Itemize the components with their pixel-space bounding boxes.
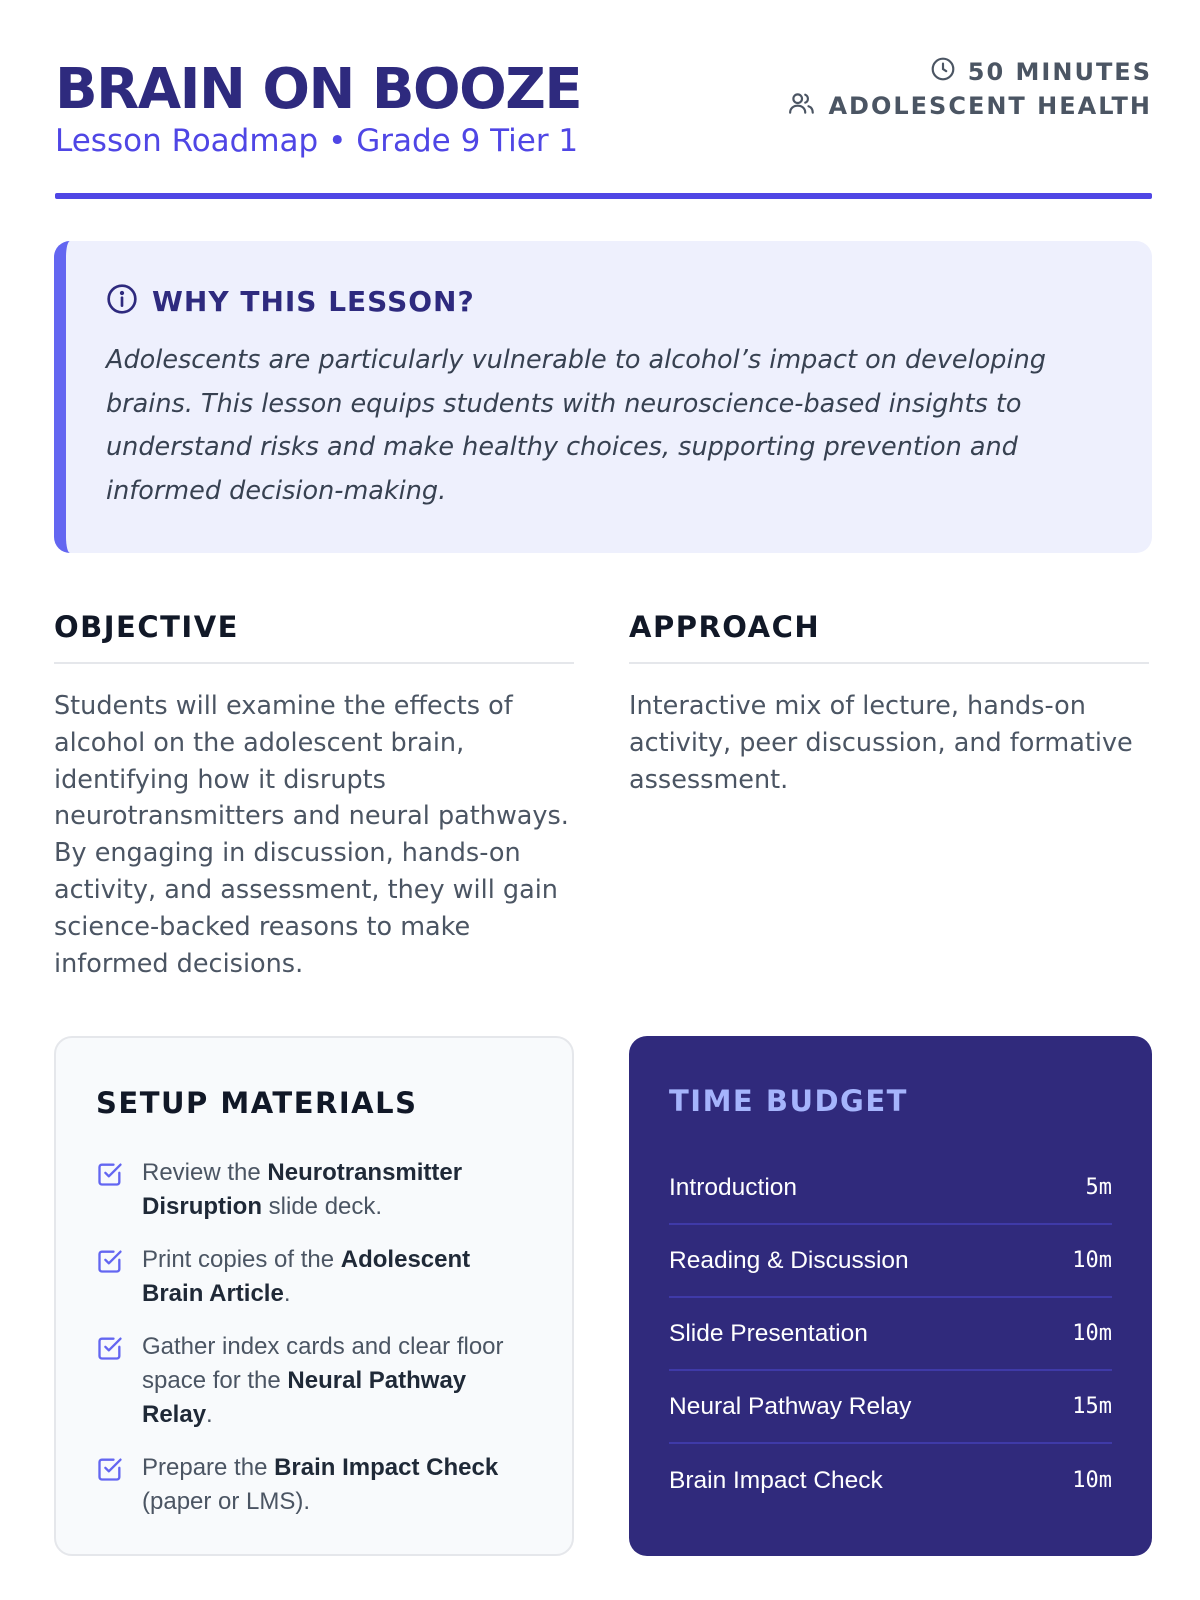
setup-materials-card bbox=[54, 1036, 574, 1556]
budget-row bbox=[669, 1444, 1112, 1517]
material-text: Print copies of the Adolescent Brain Article. bbox=[142, 1246, 471, 1307]
list-item bbox=[96, 1451, 536, 1519]
budget-duration: 10m bbox=[1072, 1248, 1112, 1273]
time-budget-title: TIME BUDGET bbox=[669, 1084, 908, 1118]
checkbox-icon bbox=[96, 1243, 142, 1285]
budget-activity: Slide Presentation bbox=[669, 1319, 868, 1347]
time-budget-card bbox=[629, 1036, 1152, 1556]
list-item bbox=[96, 1156, 536, 1224]
time-budget-list bbox=[669, 1152, 1112, 1517]
budget-row bbox=[669, 1298, 1112, 1371]
clock-icon bbox=[930, 56, 968, 88]
list-item bbox=[96, 1330, 536, 1432]
page-title: BRAIN ON BOOZE bbox=[55, 57, 582, 122]
duration-meta bbox=[788, 55, 1152, 89]
budget-duration: 5m bbox=[1085, 1175, 1112, 1200]
budget-activity: Introduction bbox=[669, 1173, 798, 1201]
approach-text: Interactive mix of lecture, hands-on activity, peer discussion, and formative assessment. bbox=[629, 691, 1133, 795]
lesson-meta bbox=[788, 55, 1152, 123]
material-text: Gather index cards and clear floor space for the Neural Pathway Relay. bbox=[142, 1333, 504, 1428]
users-icon bbox=[788, 90, 828, 122]
budget-row bbox=[669, 1371, 1112, 1444]
why-this-lesson-callout bbox=[54, 241, 1152, 553]
budget-duration: 10m bbox=[1072, 1321, 1112, 1346]
callout-body: Adolescents are particularly vulnerable to alcohol’s impact on developing brains. This lesson equips students with neuroscience-based insights to understand risks and make healthy choices, supporting prevention and informed decision-making. bbox=[106, 345, 1046, 506]
header bbox=[55, 55, 1152, 203]
materials-list bbox=[96, 1156, 536, 1538]
header-divider bbox=[55, 193, 1152, 199]
callout-title: WHY THIS LESSON? bbox=[152, 285, 475, 318]
objective-text: Students will examine the effects of alcohol on the adolescent brain, identifying how it disrupts neurotransmitters and neural pathways. By engaging in discussion, hands-on activity, and assessment, they will gain science-backed reasons to make informed decisions. bbox=[54, 691, 569, 979]
budget-duration: 10m bbox=[1072, 1468, 1112, 1493]
page-subtitle: Lesson Roadmap • Grade 9 Tier 1 bbox=[55, 123, 579, 159]
budget-row bbox=[669, 1225, 1112, 1298]
budget-duration: 15m bbox=[1072, 1394, 1112, 1419]
subject-label: ADOLESCENT HEALTH bbox=[828, 92, 1152, 120]
duration-label: 50 MINUTES bbox=[967, 58, 1152, 86]
budget-activity: Neural Pathway Relay bbox=[669, 1392, 912, 1420]
budget-row bbox=[669, 1152, 1112, 1225]
setup-materials-title: SETUP MATERIALS bbox=[96, 1086, 418, 1120]
checkbox-icon bbox=[96, 1330, 142, 1372]
list-item bbox=[96, 1243, 536, 1311]
info-icon bbox=[106, 283, 152, 320]
approach-heading: APPROACH bbox=[629, 610, 1149, 664]
checkbox-icon bbox=[96, 1451, 142, 1493]
budget-activity: Brain Impact Check bbox=[669, 1466, 883, 1494]
budget-activity: Reading & Discussion bbox=[669, 1246, 909, 1274]
checkbox-icon bbox=[96, 1156, 142, 1198]
objective-heading: OBJECTIVE bbox=[54, 610, 574, 664]
material-text: Review the Neurotransmitter Disruption slide deck. bbox=[142, 1159, 463, 1220]
callout-heading bbox=[106, 283, 475, 320]
material-text: Prepare the Brain Impact Check (paper or LMS). bbox=[142, 1454, 499, 1515]
subject-meta bbox=[788, 89, 1152, 123]
